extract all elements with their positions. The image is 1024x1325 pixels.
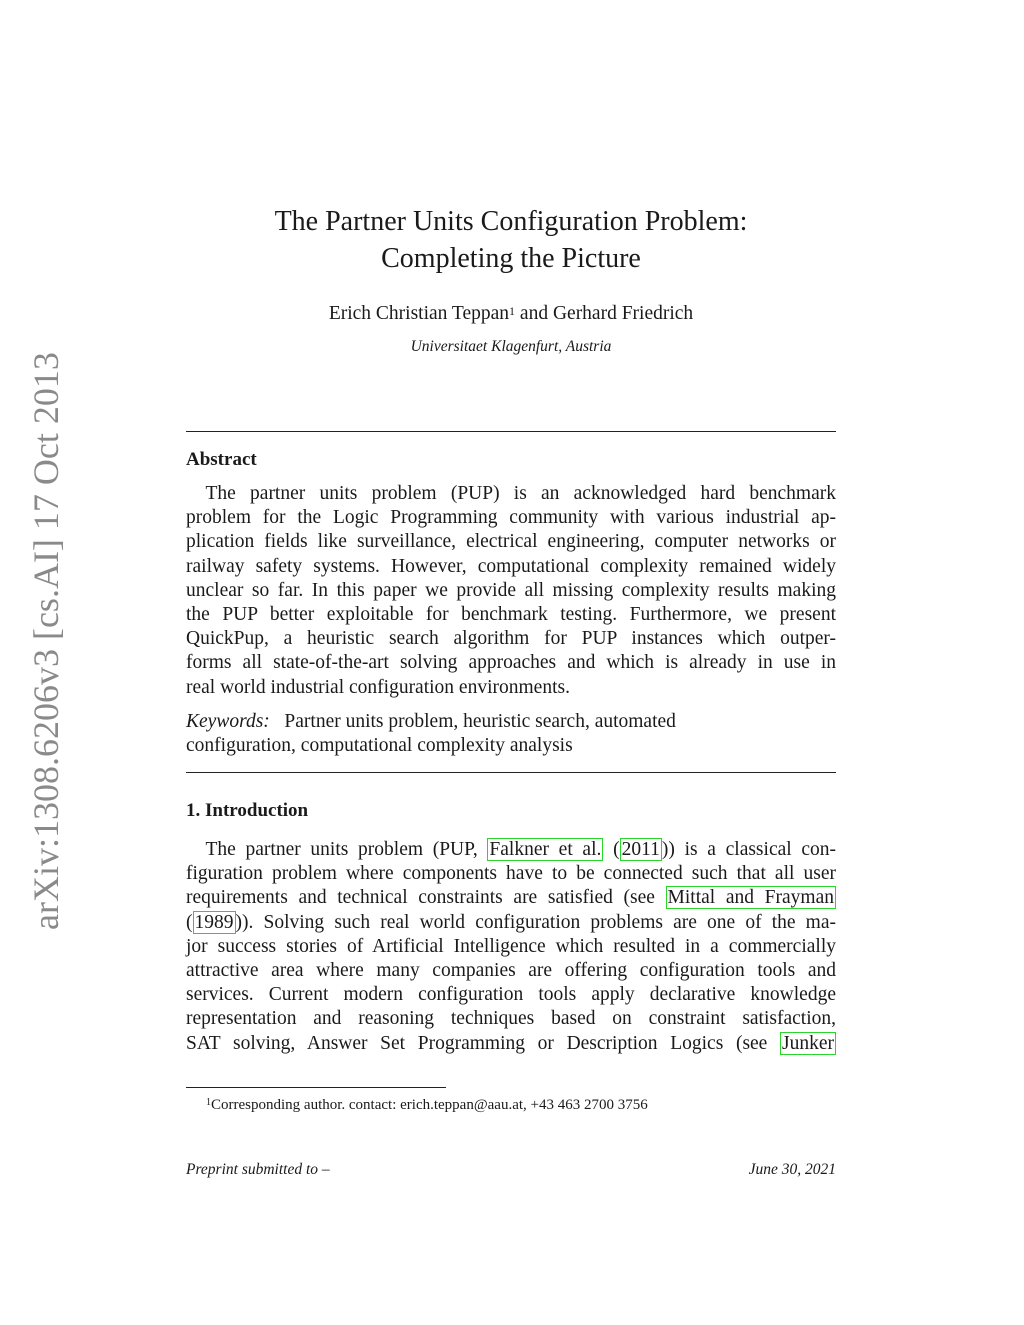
abstract-body [186,482,836,700]
author-list [186,301,836,327]
footer-date: June 30, 2021 [748,1161,836,1178]
citation-link-falkner[interactable]: Falkner et al. [489,839,602,860]
abstract-heading: Abstract [186,449,257,470]
abstract-line: plication fields like surveillance, electrical engineering, computer networks or [186,531,836,553]
intro-line: The partner units problem (PUP, Falkner et al. ( 2011 )) is a classical con- [186,839,837,860]
abstract-line: real world industrial configuration environments. [186,676,570,698]
intro-text: requirements and technical constraints are satisfied (see [186,887,666,909]
intro-line [186,1032,836,1056]
intro-line: ( 1989 )). Solving such real world configuration problems are one of the ma- [186,911,836,933]
intro-line: representation and reasoning techniques based on constraint satisfaction, [186,1008,836,1030]
author-rest: and Gerhard Friedrich [515,303,694,324]
paper-title-line-2: Completing the Picture [381,243,641,274]
abstract-bottom-rule [186,772,836,773]
intro-body [186,838,836,1056]
arxiv-stamp [20,352,72,930]
footer-preprint-note: Preprint submitted to – [186,1161,330,1178]
keywords [186,710,836,758]
keywords-line-1 [186,710,836,734]
intro-text: SAT solving, Answer Set Programming or Description Logics (see [186,1032,780,1054]
arxiv-identifier: arXiv:1308.6206v3 [cs.AI] 17 Oct 2013 [26,352,66,930]
abstract-top-rule [186,431,836,432]
keywords-text-1: Partner units problem, heuristic search, automated [284,711,676,732]
footnote-rule [186,1087,446,1088]
intro-text: ). Solving such real world configuration problems are one of the ma- [242,911,836,933]
citation-link-mittal[interactable]: Mittal and Frayman [667,887,834,909]
keywords-label: Keywords: [186,711,270,732]
section-heading-introduction: 1. Introduction [186,800,309,821]
footnote-marker: 1 [206,1097,211,1108]
abstract-line: QuickPup, a heuristic search algorithm for PUP instances which outper- [186,628,836,650]
abstract-line: unclear so far. In this paper we provide all missing complexity results making [186,579,836,601]
footnote-text: Corresponding author. contact: erich.teppan@aau.at, +43 463 2700 3756 [211,1097,648,1113]
abstract-line: the PUP better exploitable for benchmark testing. Furthermore, we present [186,603,836,625]
citation-link-falkner-year[interactable]: 2011 [621,839,660,860]
affiliation: Universitaet Klagenfurt, Austria [410,338,612,355]
abstract-line: The partner units problem (PUP) is an acknowledged hard benchmark [186,483,836,504]
intro-line: figuration problem where components have to be connected such that all user [186,863,836,885]
abstract-line: problem for the Logic Programming community with various industrial ap- [186,507,836,529]
intro-text: ) is a classical con- [668,839,837,860]
author-footnote-marker[interactable]: 1 [509,304,516,318]
intro-line [186,886,836,910]
intro-line: attractive area where many companies are offering configuration tools and [186,959,836,981]
abstract-line: forms all state-of-the-art solving approaches and which is already in use in [186,652,836,674]
paper-title-line-1: The Partner Units Configuration Problem: [274,206,748,237]
keywords-line-2: configuration, computational complexity analysis [186,735,573,757]
abstract-line: railway safety systems. However, computational complexity remained widely [186,555,836,577]
intro-line: services. Current modern configuration tools apply declarative knowledge [186,984,836,1006]
citation-link-mittal-year[interactable]: 1989 [194,911,234,933]
intro-line: jor success stories of Artificial Intelligence which resulted in a commercially [186,935,836,957]
intro-text: The partner units problem (PUP, [186,839,488,860]
citation-link-junker[interactable]: Junker [782,1032,834,1054]
footnote [186,1095,836,1115]
author-first: Erich Christian Teppan [328,303,510,324]
